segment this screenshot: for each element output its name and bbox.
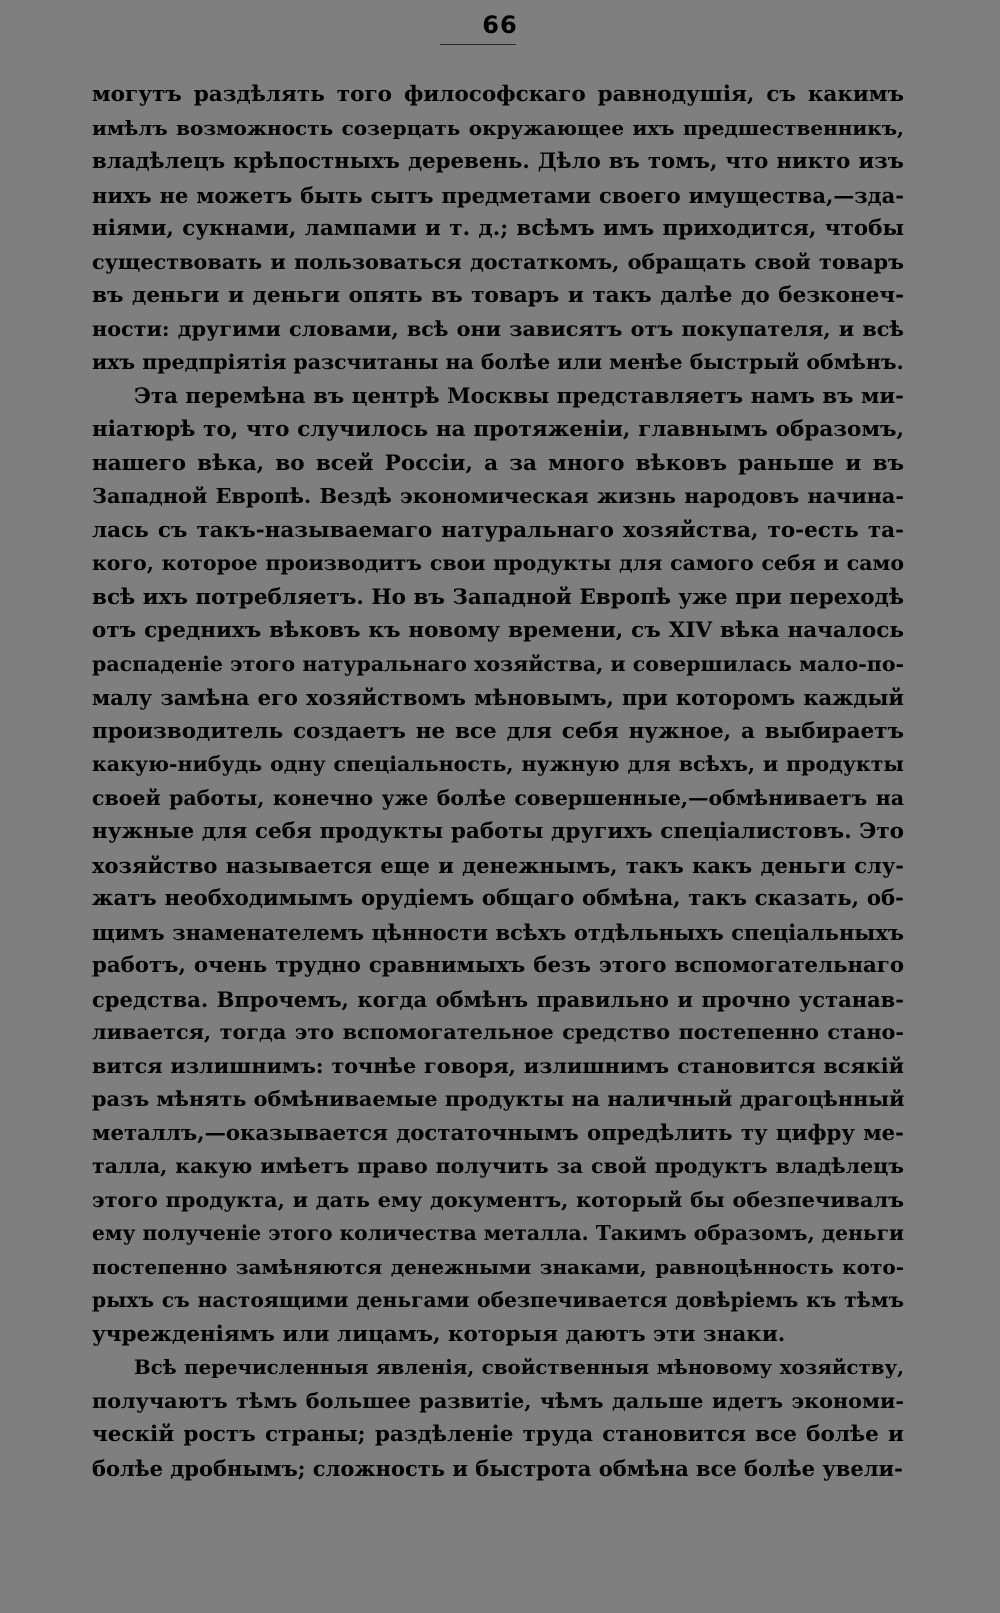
text-line: въ деньги и деньги опять въ товаръ и такъ далѣе до безконеч- [92,283,904,308]
text-line: кого, которое производитъ свои продукты для самого себя и само [92,551,904,575]
text-line: этого продукта, и дать ему документъ, который бы обезпечивалъ [92,1187,904,1212]
text-line: рыхъ съ настоящими деньгами обезпечивается довѣріемъ къ тѣмъ [92,1288,904,1312]
text-line: ніями, сукнами, лампами и т. д.; всѣмъ имъ приходится, чтобы [92,216,904,241]
text-line: ческій ростъ страны; раздѣленіе труда становится все болѣе и [92,1422,904,1447]
paragraph [92,1351,904,1485]
text-line: хозяйство называется еще и денежнымъ, такъ какъ деньги слу- [92,852,904,878]
text-line: постепенно замѣняются денежными знаками, равноцѣнность кото- [92,1254,904,1279]
body-text [92,78,904,1485]
text-line: ливается, тогда это вспомогательное средство постепенно стано- [92,1020,904,1044]
text-line: болѣе дробнымъ; сложность и быстрота обмѣна все болѣе увели- [92,1455,903,1481]
text-line: существовать и пользоваться достаткомъ, обращать свой товаръ [92,249,904,274]
text-line: ему полученіе этого количества металла. Такимъ образомъ, деньги [92,1221,905,1245]
text-line: нашего вѣка, во всей Россіи, а за много вѣковъ раньше и въ [92,450,904,476]
paragraph [92,78,904,380]
text-line: Всѣ перечисленныя явленія, свойственныя мѣновому хозяйству, [134,1355,904,1379]
page-number: 66 [482,11,518,39]
text-line: талла, какую имѣетъ право получить за свой продуктъ владѣлецъ [92,1154,904,1178]
text-line: средства. Впрочемъ, когда обмѣнъ правильно и прочно устанав- [92,986,904,1012]
text-line: разъ мѣнять обмѣниваемые продукты на наличный драгоцѣнный [92,1087,905,1111]
text-line: вится излишнимъ: точнѣе говоря, излишнимъ становится всякій [92,1053,904,1078]
text-line: отъ среднихъ вѣковъ къ новому времени, съ XIV вѣка началось [92,618,904,643]
text-line: Западной Европѣ. Вездѣ экономическая жизнь народовъ начина- [92,484,904,508]
text-line: лась съ такъ-называемаго натуральнаго хозяйства, то-есть та- [92,517,904,543]
text-line: ихъ предпріятія разсчитаны на болѣе или менѣе быстрый обмѣнъ. [92,350,904,374]
text-line: ніатюрѣ то, что случилось на протяженіи, главнымъ образомъ, [92,417,904,442]
text-line: учрежденіямъ или лицамъ, которыя даютъ эти знаки. [92,1321,786,1347]
text-line: жатъ необходимымъ орудіемъ общаго обмѣна, такъ сказать, об- [92,886,904,911]
paragraph [92,380,904,1352]
text-line: нужные для себя продукты работы другихъ спеціалистовъ. Это [92,819,904,844]
text-line: могутъ раздѣлять того философскаго равнодушія, съ какимъ [92,82,904,107]
text-line: владѣлецъ крѣпостныхъ деревень. Дѣло въ томъ, что никто изъ [92,149,904,174]
text-line: Эта перемѣна въ центрѣ Москвы представляетъ намъ въ ми- [134,383,904,409]
text-line: своей работы, конечно уже болѣе совершенные,—обмѣниваетъ на [92,785,904,810]
text-line: малу замѣна его хозяйствомъ мѣновымъ, при которомъ каждый [92,685,904,710]
text-line: имѣлъ возможность созерцать окружающее ихъ предшественникъ, [92,115,904,140]
text-line: щимъ знаменателемъ цѣнности всѣхъ отдѣльныхъ спеціальныхъ [92,919,904,945]
header-rule [440,44,516,45]
text-line: всѣ ихъ потребляетъ. Но въ Западной Европѣ уже при переходѣ [92,584,904,610]
text-line: ности: другими словами, всѣ они зависятъ отъ покупателя, и всѣ [92,316,904,341]
text-line: производитель создаетъ не все для себя нужное, а выбираетъ [92,718,904,744]
text-line: какую-нибудь одну спеціальность, нужную для всѣхъ, и продукты [92,752,904,776]
text-line: распаденіе этого натуральнаго хозяйства, и совершилась мало-по- [92,651,904,676]
text-line: нихъ не можетъ быть сытъ предметами своего имущества,—зда- [92,182,904,208]
text-line: металлъ,—оказывается достаточнымъ опредѣлить ту цифру ме- [92,1120,904,1146]
text-line: работъ, очень трудно сравнимыхъ безъ этого вспомогательнаго [92,953,904,978]
text-line: получаютъ тѣмъ большее развитіе, чѣмъ дальше идетъ экономи- [92,1388,904,1413]
